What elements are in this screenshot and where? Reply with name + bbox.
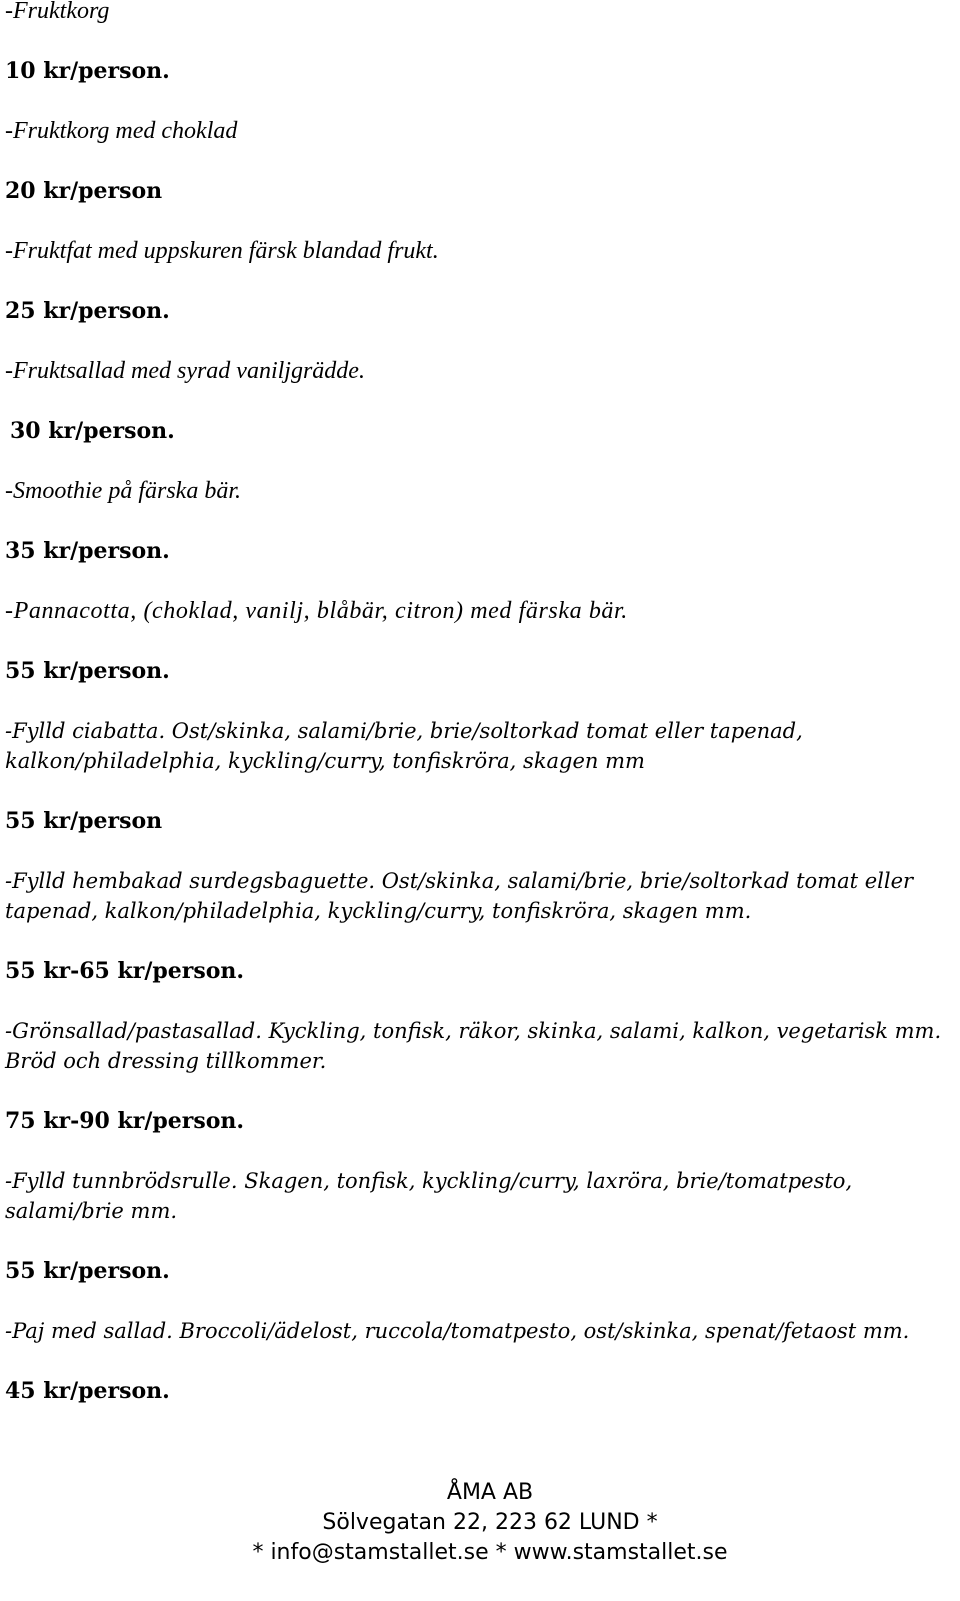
item-description: -Pannacotta, (choklad, vanilj, blåbär, citron) med färska bär. [5, 598, 628, 624]
item-description: -Fruktsallad med syrad vaniljgrädde. [5, 358, 365, 384]
item-price: 20 kr/person [5, 178, 163, 204]
item-description: -Paj med sallad. Broccoli/ädelost, ruccola/tomatpesto, ost/skinka, spenat/fetaost mm. [5, 1319, 910, 1343]
item-price: 55 kr-65 kr/person. [5, 958, 245, 984]
item-price: 55 kr/person [5, 808, 163, 834]
footer-address: Sölvegatan 22, 223 62 LUND * [322, 1510, 658, 1535]
item-description-continued: Bröd och dressing tillkommer. [5, 1049, 327, 1073]
item-price: 10 kr/person. [5, 58, 170, 84]
item-description: -Fylld hembakad surdegsbaguette. Ost/skinka, salami/brie, brie/soltorkad tomat eller [5, 869, 914, 893]
item-description: -Fruktkorg [5, 0, 110, 24]
footer-company: ÅMA AB [446, 1480, 534, 1505]
item-description-continued: tapenad, kalkon/philadelphia, kyckling/curry, tonfiskröra, skagen mm. [5, 899, 752, 923]
item-price: 55 kr/person. [5, 658, 170, 684]
item-price: 25 kr/person. [5, 298, 170, 324]
item-description: -Smoothie på färska bär. [5, 478, 241, 504]
item-price: 35 kr/person. [5, 538, 170, 564]
item-price: 45 kr/person. [5, 1378, 170, 1404]
footer-contact: * info@stamstallet.se * www.stamstallet.se [252, 1540, 728, 1565]
item-description: -Fylld tunnbrödsrulle. Skagen, tonfisk, kyckling/curry, laxröra, brie/tomatpesto, [5, 1169, 853, 1193]
item-description: -Fylld ciabatta. Ost/skinka, salami/brie, brie/soltorkad tomat eller tapenad, [5, 719, 803, 743]
item-price: 30 kr/person. [10, 418, 175, 444]
item-description-continued: salami/brie mm. [5, 1199, 178, 1223]
item-description-continued: kalkon/philadelphia, kyckling/curry, tonfiskröra, skagen mm [5, 749, 645, 773]
item-price: 55 kr/person. [5, 1258, 170, 1284]
item-description: -Fruktkorg med choklad [5, 118, 238, 144]
item-price: 75 kr-90 kr/person. [5, 1108, 245, 1134]
item-description: -Fruktfat med uppskuren färsk blandad frukt. [5, 238, 439, 264]
item-description: -Grönsallad/pastasallad. Kyckling, tonfisk, räkor, skinka, salami, kalkon, vegetarisk mm. [5, 1019, 942, 1043]
